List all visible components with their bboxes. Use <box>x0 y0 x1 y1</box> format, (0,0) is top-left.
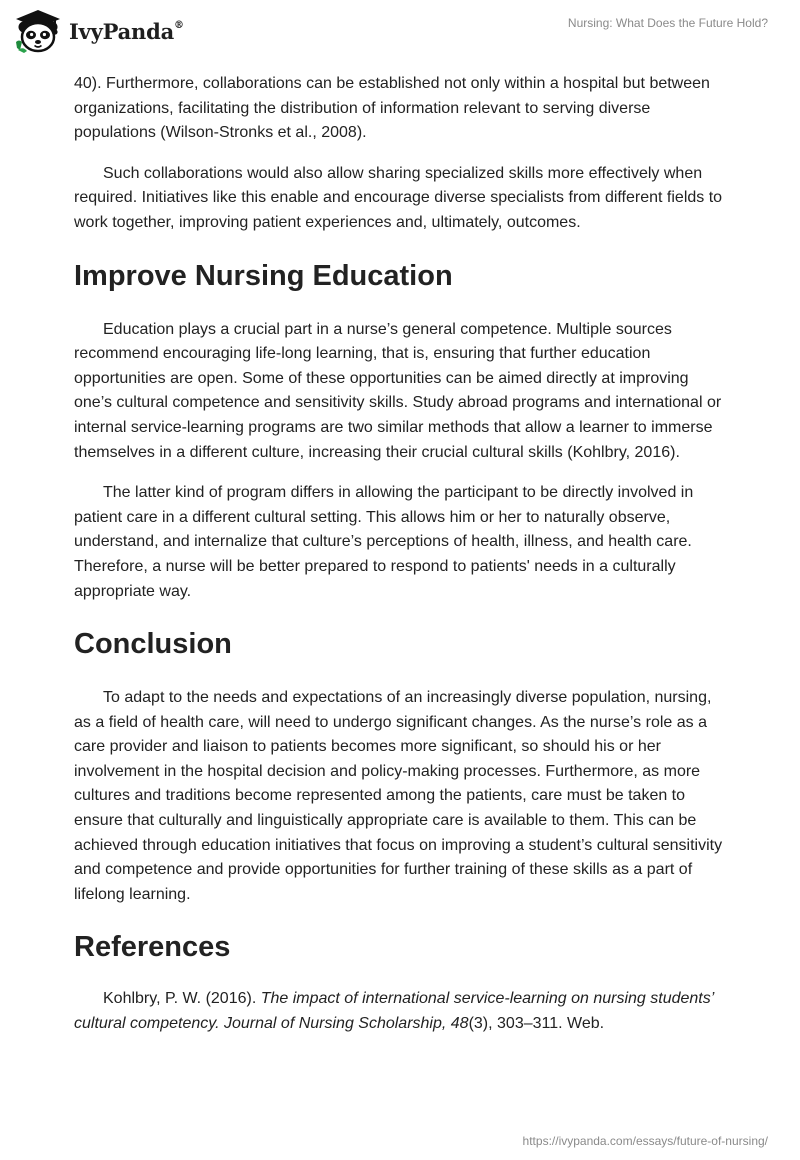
paragraph: To adapt to the needs and expectations of an increasingly diverse population, nursing, as a field of health care, will need to undergo significant changes. As the nurse’s role as a care provider and liaison to patients becomes more significant, so should his or her involvement in the hospital decision and policy-making processes. Furthermore, as more cultures and traditions become represented among the patients, care must be taken to ensure that culturally and linguistically appropriate care is available to them. This can be achieved through education initiatives that focus on improving a student’s cultural sensitivity and competence and provide opportunities for further training of these skills as a part of lifelong learning. <box>74 689 723 903</box>
paragraph: Such collaborations would also allow sharing specialized skills more effectively when required. Initiatives like this enable and encourage diverse specialists from different fields to work together, improving patient experiences and, ultimately, outcomes. <box>74 164 723 231</box>
brand-name <box>69 19 184 44</box>
registered-mark: ® <box>174 19 184 31</box>
essay-body <box>74 72 726 1053</box>
footer-url[interactable]: https://ivypanda.com/essays/future-of-nursing/ <box>522 1134 768 1148</box>
reference-title: The impact of international service-learning on nursing students’ cultural competency. Journal of Nursing Scholarship, 48 <box>74 990 714 1033</box>
panda-graduate-icon <box>14 8 62 54</box>
document-title: Nursing: What Does the Future Hold? <box>567 16 768 30</box>
reference-authors: Kohlbry, P. W. (2016). <box>103 990 261 1008</box>
page-header <box>0 0 800 64</box>
reference-entry <box>74 987 726 1036</box>
reference-details: (3), 303–311. Web. <box>468 1015 605 1033</box>
ivypanda-logo[interactable] <box>14 8 184 54</box>
section-heading-conclusion: Conclusion <box>74 628 232 661</box>
section-heading-references: References <box>74 931 231 964</box>
paragraph: 40). Furthermore, collaborations can be established not only within a hospital but between organizations, facilitating the distribution of information relevant to serving diverse populations (Wilson-Stronks et al., 2008). <box>74 75 710 142</box>
section-heading-education: Improve Nursing Education <box>74 259 453 292</box>
brand-text: IvyPanda <box>69 18 175 44</box>
paragraph: Education plays a crucial part in a nurse’s general competence. Multiple sources recommend encouraging life-long learning, that is, ensuring that further education opportunities are open. Some of these opportunities can be aimed directly at improving one’s cultural competence and sensitivity skills. Study abroad programs and international or internal service-learning programs are two similar methods that allow a learner to immerse themselves in a different culture, increasing their crucial cultural skills (Kohlbry, 2016). <box>74 320 722 461</box>
paragraph: The latter kind of program differs in allowing the participant to be directly involved in patient care in a different cultural setting. This allows him or her to naturally observe, understand, and internalize that culture’s perceptions of health, illness, and health care. Therefore, a nurse will be better prepared to respond to patients' needs in a culturally appropriate way. <box>74 484 694 600</box>
